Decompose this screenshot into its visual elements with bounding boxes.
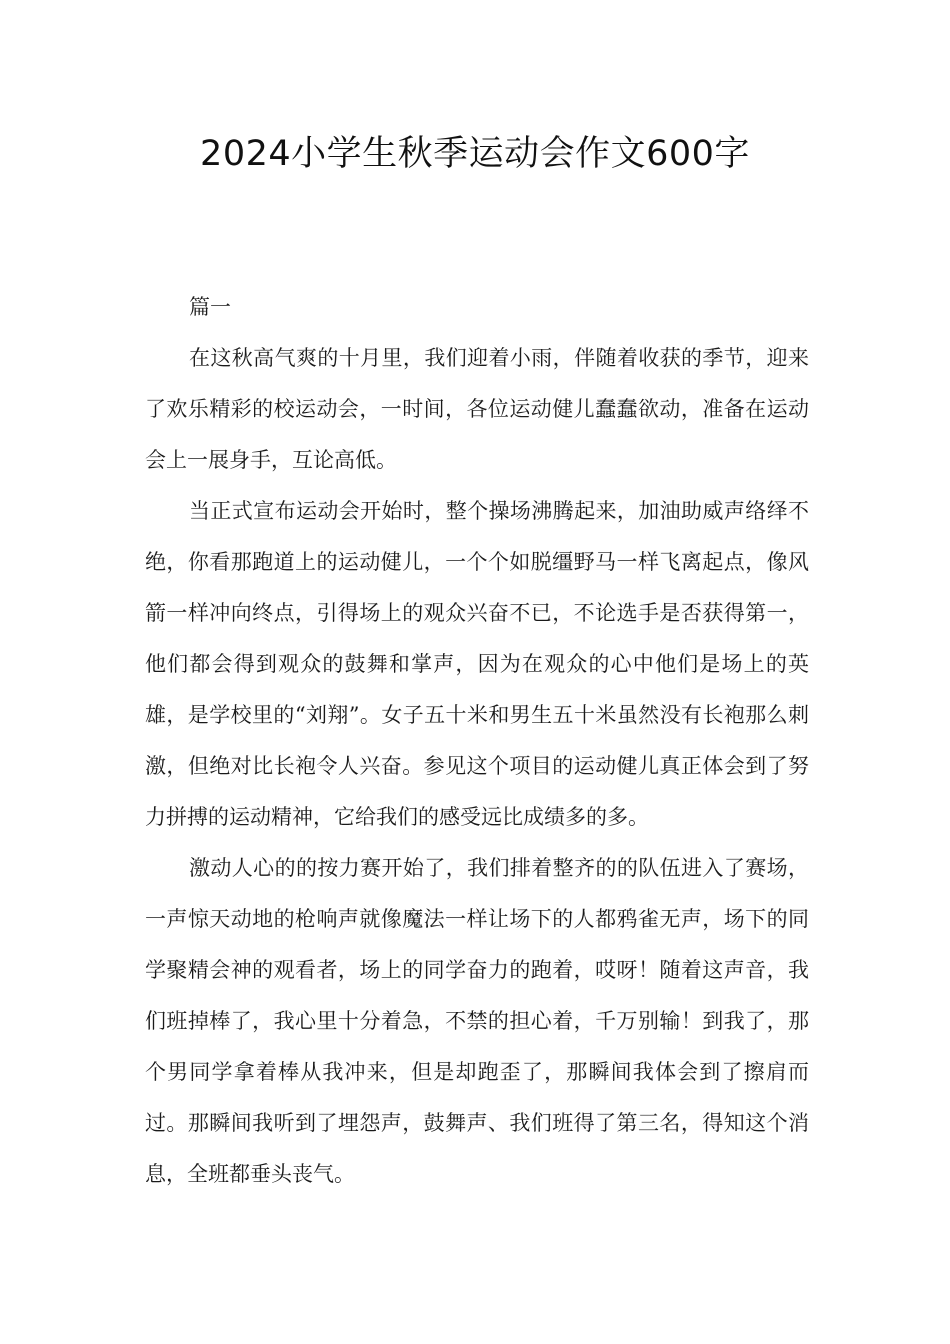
paragraph-1: 在这秋高气爽的十月里，我们迎着小雨，伴随着收获的季节，迎来了欢乐精彩的校运动会，一时间，各位运动健儿蠢蠢欲动，准备在运动会上一展身手，互论高低。 [145, 346, 809, 472]
paragraph-2: 当正式宣布运动会开始时，整个操场沸腾起来，加油助威声络绎不绝，你看那跑道上的运动健儿，一个个如脱缰野马一样飞离起点，像风箭一样冲向终点，引得场上的观众兴奋不已，不论选手是否获得第一，他们都会得到观众的鼓舞和掌声，因为在观众的心中他们是场上的英雄，是学校里的“刘翔”。女子五十米和男生五十米虽然没有长袍那么刺激，但绝对比长袍令人兴奋。参见这个项目的运动健儿真正体会到了努力拼搏的运动精神，它给我们的感受远比成绩多的多。 [145, 499, 809, 829]
paragraph-3: 激动人心的的按力赛开始了，我们排着整齐的的队伍进入了赛场，一声惊天动地的枪响声就像魔法一样让场下的人都鸦雀无声，场下的同学聚精会神的观看者，场上的同学奋力的跑着，哎呀！随着这声音，我们班掉棒了，我心里十分着急，不禁的担心着，千万别输！到我了，那个男同学拿着棒从我冲来，但是却跑歪了，那瞬间我体会到了擦肩而过。那瞬间我听到了埋怨声，鼓舞声、我们班得了第三名，得知这个消息，全班都垂头丧气。 [145, 856, 809, 1186]
section-label: 篇一 [189, 295, 231, 319]
document-body [145, 282, 809, 1200]
document-title: 2024小学生秋季运动会作文600字 [200, 134, 750, 174]
